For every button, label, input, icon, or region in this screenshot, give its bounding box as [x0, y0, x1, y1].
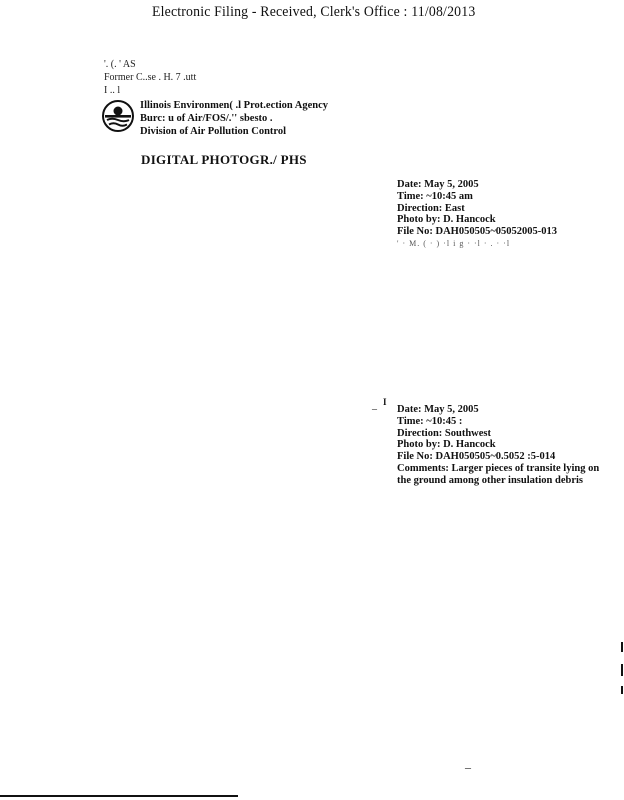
- photo-direction: Direction: Southwest: [397, 427, 492, 439]
- photo-file-number: File No: DAH050505~0.5052 :5-014: [397, 451, 556, 463]
- scan-edge-mark: [621, 642, 623, 652]
- photo-time: Time: ~10:45 am: [397, 190, 473, 202]
- agency-bureau: Burc: u of Air/FOS/.'' sbesto .: [140, 113, 273, 124]
- agency-heading: [140, 99, 328, 138]
- photo-file-number: File No: DAH050505~05052005-013: [397, 226, 558, 238]
- case-caption-line-2: Former C..se . H. 7 .utt: [104, 72, 197, 83]
- scan-edge-mark: [621, 686, 623, 694]
- photo-author: Photo by: D. Hancock: [397, 439, 496, 451]
- stray-scan-mark: _: [372, 400, 377, 411]
- agency-division: Division of Air Pollution Control: [140, 126, 287, 137]
- case-caption-line-3: I .. l: [104, 85, 121, 96]
- agency-name: Illinois Environmen( .l Prot.ection Agency: [140, 100, 329, 111]
- photo-date: Date: May 5, 2005: [397, 404, 479, 415]
- illinois-epa-logo-icon: [102, 100, 134, 132]
- filing-stamp-header: Electronic Filing - Received, Clerk's Office : 11/08/2013: [152, 4, 476, 20]
- photo-author: Photo by: D. Hancock: [397, 214, 496, 226]
- footer-dash-mark: –: [465, 760, 471, 774]
- photo-time: Time: ~10:45 :: [397, 415, 463, 427]
- case-caption-line-1: '. (. ' AS: [104, 59, 136, 70]
- photo-comments: Comments: Larger pieces of transite lying on: [397, 462, 600, 474]
- bottom-rule: [0, 795, 238, 797]
- photo-comments-faint: ' · M. ( · ) ·l i g · ·l · . · ·l: [397, 238, 511, 248]
- photo-caption-2: [397, 404, 599, 487]
- document-title: DIGITAL PHOTOGR./ PHS: [141, 152, 307, 167]
- photo-direction: Direction: East: [397, 202, 465, 214]
- photo-date: Date: May 5, 2005: [397, 179, 479, 190]
- scan-edge-mark: [621, 664, 623, 676]
- photo-comments-continued: the ground among other insulation debris: [397, 474, 584, 486]
- stray-scan-mark: I: [383, 397, 387, 407]
- photo-caption-1: [397, 179, 557, 250]
